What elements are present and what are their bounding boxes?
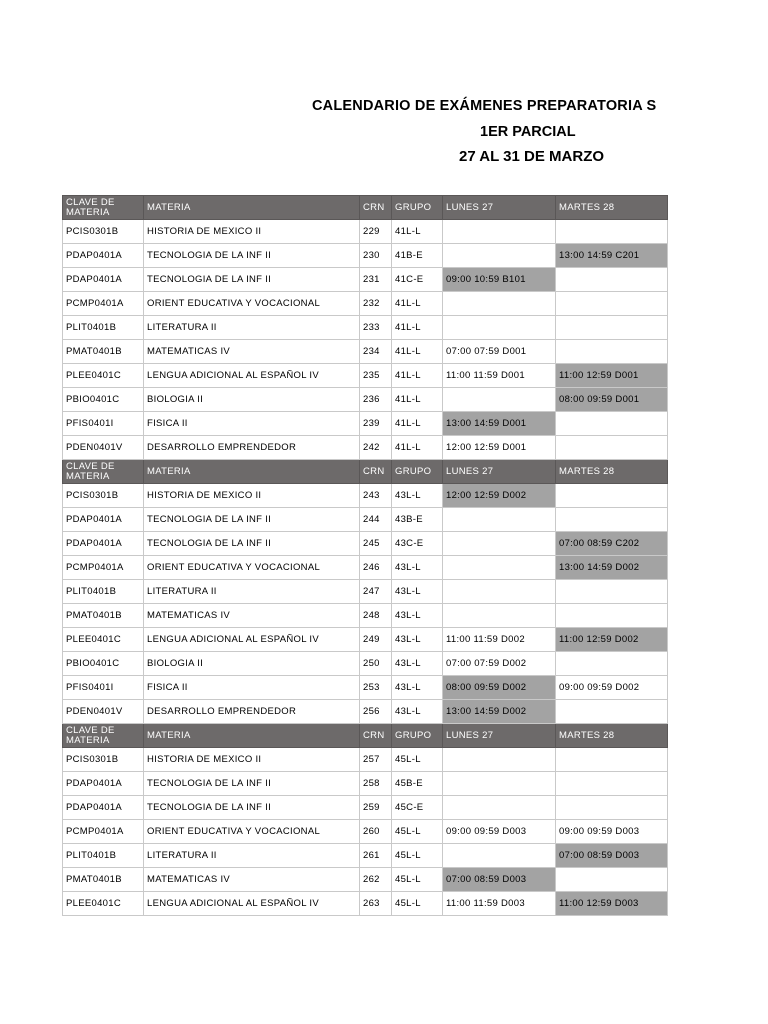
cell-martes: 07:00 08:59 C202 — [556, 532, 668, 556]
table-row — [63, 388, 668, 412]
header-lunes: LUNES 27 — [443, 460, 556, 484]
cell-martes: 13:00 14:59 D002 — [556, 556, 668, 580]
cell-materia: LITERATURA II — [144, 316, 360, 340]
cell-martes — [556, 268, 668, 292]
cell-materia: LITERATURA II — [144, 580, 360, 604]
table-row — [63, 796, 668, 820]
cell-materia: HISTORIA DE MEXICO II — [144, 748, 360, 772]
cell-lunes — [443, 604, 556, 628]
cell-grupo: 41L-L — [392, 220, 443, 244]
cell-clave: PDEN0401V — [63, 700, 144, 724]
cell-materia: TECNOLOGIA DE LA INF II — [144, 268, 360, 292]
cell-martes: 07:00 08:59 D003 — [556, 844, 668, 868]
cell-lunes — [443, 844, 556, 868]
cell-lunes: 07:00 07:59 D001 — [443, 340, 556, 364]
cell-materia: LITERATURA II — [144, 844, 360, 868]
cell-martes — [556, 316, 668, 340]
cell-crn: 249 — [360, 628, 392, 652]
cell-martes — [556, 220, 668, 244]
cell-crn: 236 — [360, 388, 392, 412]
cell-martes: 09:00 09:59 D002 — [556, 676, 668, 700]
cell-crn: 262 — [360, 868, 392, 892]
cell-grupo: 45L-L — [392, 820, 443, 844]
cell-clave: PDAP0401A — [63, 244, 144, 268]
cell-crn: 230 — [360, 244, 392, 268]
cell-martes — [556, 436, 668, 460]
cell-grupo: 45L-L — [392, 868, 443, 892]
cell-grupo: 43L-L — [392, 628, 443, 652]
section-header-row — [63, 196, 668, 220]
table-row — [63, 676, 668, 700]
header-grupo: GRUPO — [392, 196, 443, 220]
cell-clave: PBIO0401C — [63, 388, 144, 412]
cell-clave: PLEE0401C — [63, 628, 144, 652]
cell-crn: 248 — [360, 604, 392, 628]
cell-grupo: 43L-L — [392, 484, 443, 508]
cell-grupo: 41L-L — [392, 364, 443, 388]
cell-clave: PLEE0401C — [63, 364, 144, 388]
table-row — [63, 484, 668, 508]
cell-crn: 231 — [360, 268, 392, 292]
cell-crn: 243 — [360, 484, 392, 508]
cell-materia: HISTORIA DE MEXICO II — [144, 220, 360, 244]
table-row — [63, 268, 668, 292]
cell-clave: PCIS0301B — [63, 220, 144, 244]
cell-materia: MATEMATICAS IV — [144, 340, 360, 364]
cell-lunes — [443, 796, 556, 820]
cell-lunes: 11:00 11:59 D002 — [443, 628, 556, 652]
cell-lunes: 12:00 12:59 D001 — [443, 436, 556, 460]
document-header — [0, 0, 768, 180]
header-martes: MARTES 28 — [556, 724, 668, 748]
cell-martes — [556, 292, 668, 316]
cell-materia: BIOLOGIA II — [144, 652, 360, 676]
table-row — [63, 652, 668, 676]
section-header-row — [63, 724, 668, 748]
table-row — [63, 868, 668, 892]
cell-materia: LENGUA ADICIONAL AL ESPAÑOL IV — [144, 892, 360, 916]
cell-lunes — [443, 580, 556, 604]
cell-clave: PDAP0401A — [63, 532, 144, 556]
cell-materia: MATEMATICAS IV — [144, 868, 360, 892]
cell-lunes: 12:00 12:59 D002 — [443, 484, 556, 508]
cell-materia: ORIENT EDUCATIVA Y VOCACIONAL — [144, 556, 360, 580]
table-row — [63, 844, 668, 868]
cell-grupo: 41L-L — [392, 436, 443, 460]
cell-lunes: 11:00 11:59 D003 — [443, 892, 556, 916]
cell-lunes — [443, 220, 556, 244]
cell-grupo: 41L-L — [392, 388, 443, 412]
header-materia: MATERIA — [144, 460, 360, 484]
cell-materia: HISTORIA DE MEXICO II — [144, 484, 360, 508]
cell-grupo: 43L-L — [392, 676, 443, 700]
table-row — [63, 820, 668, 844]
section-header-row — [63, 460, 668, 484]
cell-clave: PMAT0401B — [63, 868, 144, 892]
cell-lunes — [443, 748, 556, 772]
cell-clave: PMAT0401B — [63, 604, 144, 628]
table-row — [63, 292, 668, 316]
cell-crn: 245 — [360, 532, 392, 556]
table-row — [63, 556, 668, 580]
cell-clave: PDEN0401V — [63, 436, 144, 460]
cell-lunes — [443, 508, 556, 532]
cell-martes — [556, 340, 668, 364]
cell-martes — [556, 652, 668, 676]
cell-grupo: 41L-L — [392, 412, 443, 436]
cell-crn: 239 — [360, 412, 392, 436]
cell-grupo: 43C-E — [392, 532, 443, 556]
cell-martes — [556, 748, 668, 772]
cell-materia: LENGUA ADICIONAL AL ESPAÑOL IV — [144, 628, 360, 652]
header-materia: MATERIA — [144, 196, 360, 220]
header-clave: CLAVE DE MATERIA — [63, 724, 144, 748]
cell-martes — [556, 868, 668, 892]
table-row — [63, 220, 668, 244]
cell-clave: PBIO0401C — [63, 652, 144, 676]
header-martes: MARTES 28 — [556, 460, 668, 484]
cell-crn: 263 — [360, 892, 392, 916]
cell-lunes — [443, 292, 556, 316]
cell-clave: PCIS0301B — [63, 484, 144, 508]
cell-martes: 13:00 14:59 C201 — [556, 244, 668, 268]
cell-lunes: 13:00 14:59 D001 — [443, 412, 556, 436]
document-subtitle: 1ER PARCIAL — [480, 124, 576, 140]
cell-grupo: 41C-E — [392, 268, 443, 292]
cell-crn: 256 — [360, 700, 392, 724]
cell-martes — [556, 772, 668, 796]
cell-crn: 253 — [360, 676, 392, 700]
cell-clave: PDAP0401A — [63, 268, 144, 292]
table-row — [63, 892, 668, 916]
cell-crn: 247 — [360, 580, 392, 604]
table-row — [63, 340, 668, 364]
cell-crn: 232 — [360, 292, 392, 316]
table-row — [63, 700, 668, 724]
table-row — [63, 244, 668, 268]
cell-clave: PLIT0401B — [63, 580, 144, 604]
cell-grupo: 45L-L — [392, 748, 443, 772]
cell-martes — [556, 508, 668, 532]
header-clave: CLAVE DE MATERIA — [63, 196, 144, 220]
cell-martes: 08:00 09:59 D001 — [556, 388, 668, 412]
cell-crn: 261 — [360, 844, 392, 868]
cell-materia: DESARROLLO EMPRENDEDOR — [144, 436, 360, 460]
cell-clave: PDAP0401A — [63, 508, 144, 532]
header-crn: CRN — [360, 724, 392, 748]
cell-grupo: 43L-L — [392, 652, 443, 676]
header-grupo: GRUPO — [392, 724, 443, 748]
header-crn: CRN — [360, 460, 392, 484]
table-row — [63, 604, 668, 628]
cell-crn: 235 — [360, 364, 392, 388]
cell-lunes: 07:00 07:59 D002 — [443, 652, 556, 676]
cell-materia: TECNOLOGIA DE LA INF II — [144, 796, 360, 820]
table-row — [63, 316, 668, 340]
cell-martes — [556, 796, 668, 820]
table-row — [63, 772, 668, 796]
header-lunes: LUNES 27 — [443, 724, 556, 748]
cell-lunes — [443, 556, 556, 580]
cell-grupo: 45C-E — [392, 796, 443, 820]
cell-crn: 233 — [360, 316, 392, 340]
cell-clave: PCMP0401A — [63, 556, 144, 580]
cell-grupo: 45B-E — [392, 772, 443, 796]
cell-crn: 258 — [360, 772, 392, 796]
header-crn: CRN — [360, 196, 392, 220]
table-row — [63, 412, 668, 436]
cell-lunes: 09:00 09:59 D003 — [443, 820, 556, 844]
cell-materia: ORIENT EDUCATIVA Y VOCACIONAL — [144, 292, 360, 316]
cell-martes — [556, 580, 668, 604]
cell-clave: PLIT0401B — [63, 316, 144, 340]
cell-materia: TECNOLOGIA DE LA INF II — [144, 772, 360, 796]
cell-clave: PCMP0401A — [63, 292, 144, 316]
cell-martes — [556, 412, 668, 436]
document-date-range: 27 AL 31 DE MARZO — [459, 148, 605, 165]
cell-lunes — [443, 244, 556, 268]
cell-grupo: 43L-L — [392, 604, 443, 628]
exam-schedule-table — [62, 195, 668, 916]
cell-materia: FISICA II — [144, 676, 360, 700]
cell-grupo: 41B-E — [392, 244, 443, 268]
cell-clave: PFIS0401I — [63, 676, 144, 700]
cell-lunes: 11:00 11:59 D001 — [443, 364, 556, 388]
cell-lunes — [443, 316, 556, 340]
cell-clave: PCMP0401A — [63, 820, 144, 844]
cell-materia: TECNOLOGIA DE LA INF II — [144, 532, 360, 556]
cell-crn: 244 — [360, 508, 392, 532]
cell-clave: PFIS0401I — [63, 412, 144, 436]
cell-materia: LENGUA ADICIONAL AL ESPAÑOL IV — [144, 364, 360, 388]
table-row — [63, 532, 668, 556]
cell-clave: PDAP0401A — [63, 772, 144, 796]
cell-clave: PLEE0401C — [63, 892, 144, 916]
header-materia: MATERIA — [144, 724, 360, 748]
cell-grupo: 43L-L — [392, 580, 443, 604]
cell-martes — [556, 604, 668, 628]
header-clave: CLAVE DE MATERIA — [63, 460, 144, 484]
cell-lunes — [443, 532, 556, 556]
cell-materia: TECNOLOGIA DE LA INF II — [144, 508, 360, 532]
header-grupo: GRUPO — [392, 460, 443, 484]
cell-crn: 260 — [360, 820, 392, 844]
cell-martes: 09:00 09:59 D003 — [556, 820, 668, 844]
cell-grupo: 41L-L — [392, 292, 443, 316]
cell-materia: DESARROLLO EMPRENDEDOR — [144, 700, 360, 724]
cell-lunes — [443, 772, 556, 796]
cell-clave: PMAT0401B — [63, 340, 144, 364]
cell-grupo: 43B-E — [392, 508, 443, 532]
cell-clave: PDAP0401A — [63, 796, 144, 820]
cell-grupo: 41L-L — [392, 340, 443, 364]
cell-crn: 257 — [360, 748, 392, 772]
cell-grupo: 45L-L — [392, 892, 443, 916]
table-row — [63, 580, 668, 604]
cell-lunes: 07:00 08:59 D003 — [443, 868, 556, 892]
cell-martes — [556, 700, 668, 724]
cell-materia: ORIENT EDUCATIVA Y VOCACIONAL — [144, 820, 360, 844]
header-lunes: LUNES 27 — [443, 196, 556, 220]
cell-lunes: 09:00 10:59 B101 — [443, 268, 556, 292]
table-row — [63, 436, 668, 460]
cell-grupo: 41L-L — [392, 316, 443, 340]
cell-clave: PCIS0301B — [63, 748, 144, 772]
cell-martes — [556, 484, 668, 508]
cell-martes: 11:00 12:59 D001 — [556, 364, 668, 388]
cell-grupo: 45L-L — [392, 844, 443, 868]
cell-lunes: 08:00 09:59 D002 — [443, 676, 556, 700]
cell-crn: 250 — [360, 652, 392, 676]
cell-martes: 11:00 12:59 D003 — [556, 892, 668, 916]
cell-martes: 11:00 12:59 D002 — [556, 628, 668, 652]
table-row — [63, 748, 668, 772]
cell-clave: PLIT0401B — [63, 844, 144, 868]
table-row — [63, 628, 668, 652]
cell-crn: 229 — [360, 220, 392, 244]
cell-crn: 242 — [360, 436, 392, 460]
header-martes: MARTES 28 — [556, 196, 668, 220]
cell-materia: BIOLOGIA II — [144, 388, 360, 412]
cell-crn: 246 — [360, 556, 392, 580]
table-row — [63, 508, 668, 532]
cell-materia: MATEMATICAS IV — [144, 604, 360, 628]
cell-lunes: 13:00 14:59 D002 — [443, 700, 556, 724]
cell-grupo: 43L-L — [392, 700, 443, 724]
cell-lunes — [443, 388, 556, 412]
exam-schedule-body — [63, 196, 668, 916]
cell-crn: 259 — [360, 796, 392, 820]
table-row — [63, 364, 668, 388]
cell-materia: FISICA II — [144, 412, 360, 436]
cell-materia: TECNOLOGIA DE LA INF II — [144, 244, 360, 268]
cell-crn: 234 — [360, 340, 392, 364]
cell-grupo: 43L-L — [392, 556, 443, 580]
document-title: CALENDARIO DE EXÁMENES PREPARATORIA S — [312, 98, 657, 114]
